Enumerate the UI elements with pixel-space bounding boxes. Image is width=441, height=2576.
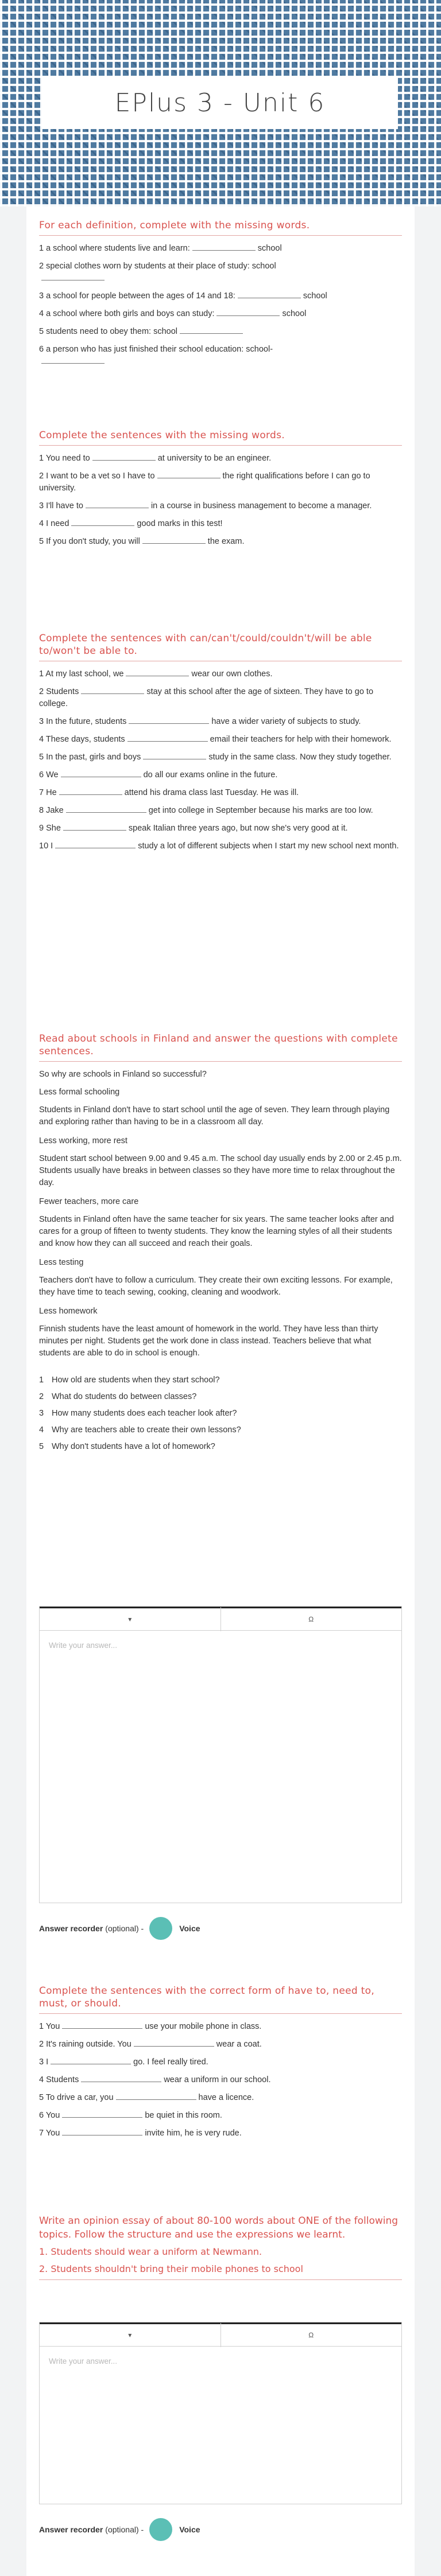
list-item: 5 If you don't study, you will the exam. xyxy=(39,537,245,546)
essay-topic: 1. Students should wear a uniform at Newmann. xyxy=(39,2246,262,2257)
reading-subhead: Less working, more rest xyxy=(39,1136,127,1145)
list-item: 1 a school where students live and learn: school xyxy=(39,244,282,253)
list-item: 2 I want to be a vet so I have to the right qualifications before I can go to university. xyxy=(39,471,370,493)
section-title: Read about schools in Finland and answer the questions with complete sentences. xyxy=(39,1032,402,1062)
worksheet-card xyxy=(26,206,415,2576)
answer-blank[interactable] xyxy=(238,291,301,298)
recorder-label: Answer recorder xyxy=(39,1924,103,1933)
header-pattern xyxy=(0,0,441,206)
answer-blank[interactable] xyxy=(92,454,156,461)
answer-blank[interactable] xyxy=(63,824,126,831)
answer-blank[interactable] xyxy=(134,2040,214,2047)
answer-blank[interactable] xyxy=(86,501,149,508)
section-opinion-essay xyxy=(39,2214,402,2280)
list-item: 1 You need to at university to be an engineer. xyxy=(39,454,272,463)
list-item: 2 Students stay at this school after the age of sixteen. They have to go to college. xyxy=(39,687,374,708)
answer-blank[interactable] xyxy=(51,2057,131,2064)
list-item: 1 At my last school, we wear our own clothes. xyxy=(39,669,273,679)
question-item: 5 Why don't students have a lot of homework? xyxy=(39,1442,215,1451)
question-item: 3 How many students does each teacher look after? xyxy=(39,1409,237,1418)
answer-editor xyxy=(39,2322,402,2504)
list-item: 3 In the future, students have a wider variety of subjects to study. xyxy=(39,717,361,726)
list-item: 8 Jake get into college in September because his marks are too low. xyxy=(39,806,373,815)
list-item: 6 You be quiet in this room. xyxy=(39,2111,222,2120)
answer-blank[interactable] xyxy=(116,2093,196,2100)
answer-blank[interactable] xyxy=(129,717,209,724)
reading-subhead: Less testing xyxy=(39,1258,84,1267)
section-title: For each definition, complete with the missing words. xyxy=(39,219,402,236)
answer-recorder xyxy=(39,1917,200,1940)
editor-toolbar xyxy=(40,2322,401,2347)
answer-editor xyxy=(39,1606,402,1903)
answer-blank[interactable] xyxy=(62,2022,142,2029)
list-item: 5 To drive a car, you have a licence. xyxy=(39,2093,254,2102)
list-item: 1 You use your mobile phone in class. xyxy=(39,2022,262,2031)
answer-blank[interactable] xyxy=(127,735,208,742)
list-item: 4 a school where both girls and boys can study: school xyxy=(39,309,307,318)
reading-paragraph: Teachers don't have to follow a curriculum. They create their own exciting lessons. For example, they have time to teach sewing, cooking, cleaning and woodwork. xyxy=(39,1276,393,1297)
answer-blank[interactable] xyxy=(192,244,256,251)
list-item: 7 You invite him, he is very rude. xyxy=(39,2129,242,2138)
answer-blank[interactable] xyxy=(216,309,280,316)
answer-blank[interactable] xyxy=(143,753,206,759)
answer-recorder xyxy=(39,2518,200,2541)
special-char-button[interactable]: Ω xyxy=(308,1615,314,1623)
list-item: 5 In the past, girls and boys study in the same class. Now they study together. xyxy=(39,753,392,762)
answer-blank[interactable] xyxy=(81,687,144,694)
answer-blank[interactable] xyxy=(126,669,189,676)
record-button[interactable] xyxy=(149,1917,172,1940)
answer-blank[interactable] xyxy=(66,806,146,813)
list-item: 2 It's raining outside. You wear a coat. xyxy=(39,2040,262,2049)
answer-blank[interactable] xyxy=(62,2129,142,2135)
recorder-optional: (optional) - xyxy=(105,2525,144,2534)
question-item: 4 Why are teachers able to create their own lessons? xyxy=(39,1425,241,1435)
answer-blank[interactable] xyxy=(180,327,243,334)
reading-subhead: Less formal schooling xyxy=(39,1088,120,1097)
section-definitions xyxy=(39,219,402,373)
format-dropdown-button[interactable]: ▾ xyxy=(128,1615,132,1623)
reading-intro: So why are schools in Finland so successful? xyxy=(39,1070,207,1079)
editor-toolbar xyxy=(40,1607,401,1631)
section-modals-ability xyxy=(39,632,402,858)
list-item: 3 I go. I feel really tired. xyxy=(39,2057,208,2067)
list-item: 4 I need good marks in this test! xyxy=(39,519,223,528)
voice-label: Voice xyxy=(179,1924,200,1933)
answer-blank[interactable] xyxy=(81,2075,161,2082)
recorder-optional: (optional) - xyxy=(105,1924,144,1933)
section-title: Complete the sentences with can/can't/could/couldn't/will be able to/won't be able to. xyxy=(39,632,402,661)
answer-textarea[interactable]: Write your answer... xyxy=(49,1641,118,1650)
list-item: 6 a person who has just finished their school education: school- xyxy=(39,344,402,368)
list-item: 4 Students wear a uniform in our school. xyxy=(39,2075,271,2084)
essay-topic: 2. Students shouldn't bring their mobile phones to school xyxy=(39,2262,402,2280)
answer-blank[interactable] xyxy=(59,788,122,795)
answer-textarea[interactable]: Write your answer... xyxy=(49,2357,118,2365)
answer-blank[interactable] xyxy=(71,519,134,526)
section-title: Complete the sentences with the missing words. xyxy=(39,429,402,446)
list-item: 10 I study a lot of different subjects when I start my new school next month. xyxy=(39,841,399,851)
list-item: 5 students need to obey them: school xyxy=(39,326,402,338)
page-title: EPlus 3 - Unit 6 xyxy=(114,88,326,118)
list-item: 3 I'll have to in a course in business management to become a manager. xyxy=(39,501,372,510)
section-title: Complete the sentences with the correct form of have to, need to, must, or should. xyxy=(39,1985,402,2014)
answer-blank[interactable] xyxy=(55,841,136,848)
reading-paragraph: Students in Finland often have the same teacher for six years. The same teacher looks after and cares for a group of fifteen to twenty students. They know the learning styles of all their students and know how they can all succeed and reach their goals. xyxy=(39,1215,394,1248)
title-box xyxy=(42,76,398,129)
special-char-button[interactable]: Ω xyxy=(308,2331,314,2339)
list-item: 4 These days, students email their teachers for help with their homework. xyxy=(39,735,392,744)
reading-paragraph: Student start school between 9.00 and 9.45 a.m. The school day usually ends by 2.00 or 2.45 p.m. Students usually have breaks in between classes so they have more time to relax throughout the day. xyxy=(39,1154,402,1187)
section-obligation-modals xyxy=(39,1985,402,2145)
answer-blank[interactable] xyxy=(41,357,105,364)
reading-subhead: Fewer teachers, more care xyxy=(39,1197,139,1206)
question-item: 1 How old are students when they start school? xyxy=(39,1375,220,1385)
section-reading-finland xyxy=(39,1032,402,1457)
list-item: 3 a school for people between the ages of 14 and 18: school xyxy=(39,291,327,301)
answer-blank[interactable] xyxy=(62,2111,142,2118)
section-missing-words xyxy=(39,429,402,554)
list-item: 6 We do all our exams online in the future. xyxy=(39,770,278,780)
reading-paragraph: Students in Finland don't have to start school until the age of seven. They learn through playing and exploring rather than having to be in a classroom all day. xyxy=(39,1105,390,1127)
list-item: 7 He attend his drama class last Tuesday. He was ill. xyxy=(39,788,299,797)
recorder-label: Answer recorder xyxy=(39,2525,103,2534)
list-item: 2 special clothes worn by students at their place of study: school xyxy=(39,260,402,285)
answer-blank[interactable] xyxy=(157,471,220,478)
answer-blank[interactable] xyxy=(142,537,206,544)
answer-blank[interactable] xyxy=(41,274,105,280)
question-item: 2 What do students do between classes? xyxy=(39,1392,197,1401)
section-title: Write an opinion essay of about 80-100 words about ONE of the following topics. Follow the structure and use the expressions we learnt. xyxy=(39,2215,399,2240)
voice-label: Voice xyxy=(179,2525,200,2534)
reading-paragraph: Finnish students have the least amount of homework in the world. They have less than thirty minutes per night. Students get the work done in class instead. Teachers believe that what students are able to do in school is enough. xyxy=(39,1324,378,1358)
reading-subhead: Less homework xyxy=(39,1307,98,1316)
format-dropdown-button[interactable]: ▾ xyxy=(128,2331,132,2339)
record-button[interactable] xyxy=(149,2518,172,2541)
answer-blank[interactable] xyxy=(61,770,141,777)
list-item: 9 She speak Italian three years ago, but now she's very good at it. xyxy=(39,824,348,833)
